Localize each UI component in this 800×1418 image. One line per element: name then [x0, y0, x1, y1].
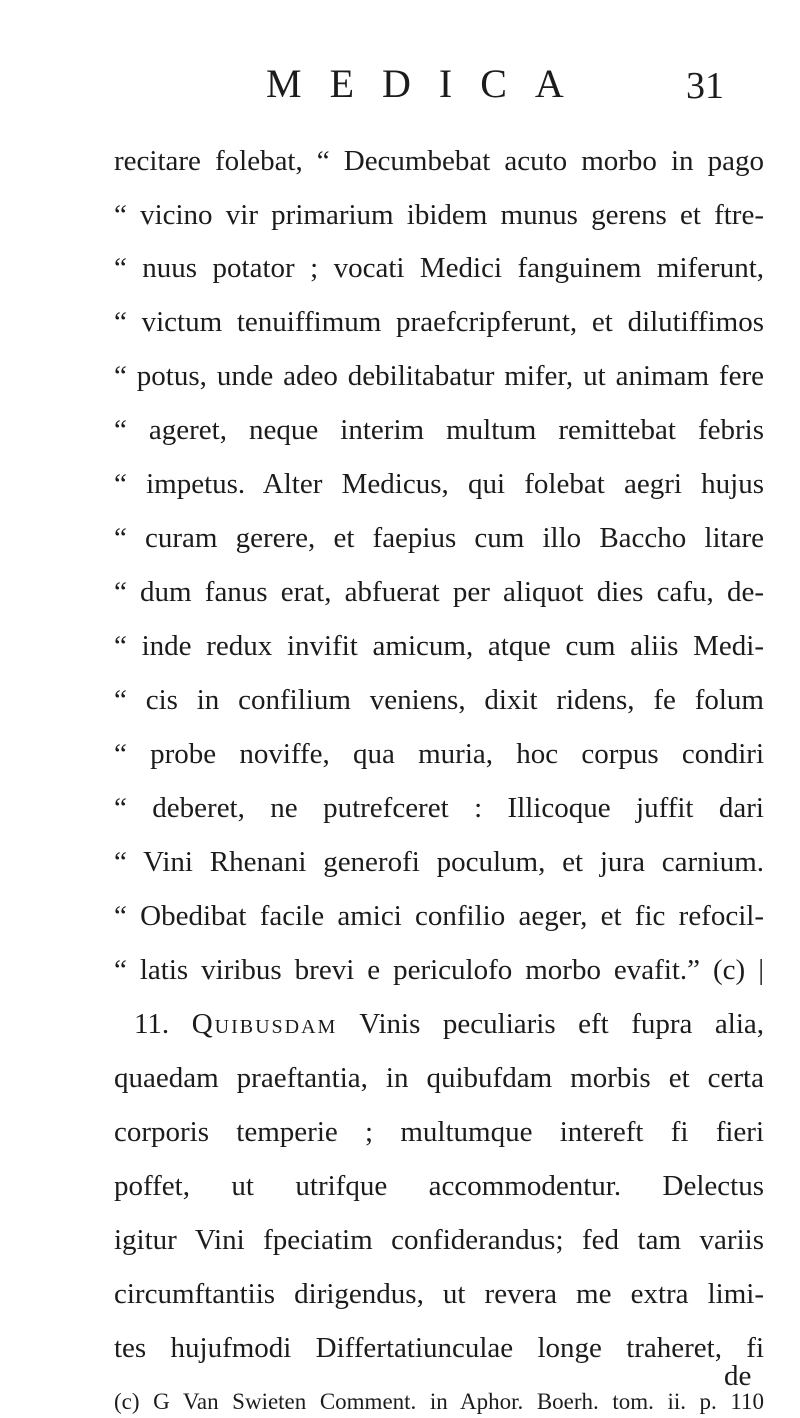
text-line: “ latis viribus brevi e periculofo morbo evafit.” (c) | [114, 954, 764, 986]
text-line: tes hujufmodi Differtatiunculae longe traheret, fi [114, 1332, 764, 1364]
text-line: “ impetus. Alter Medicus, qui folebat aegri hujus [114, 468, 764, 500]
text-line: “ nuus potator ; vocati Medici fanguinem miferunt, [114, 252, 764, 284]
text-line: “ dum fanus erat, abfuerat per aliquot dies cafu, de- [114, 576, 764, 608]
text-line: igitur Vini fpeciatim confiderandus; fed tam variis [114, 1224, 764, 1256]
text-line: poffet, ut utrifque accommodentur. Delectus [114, 1170, 764, 1202]
text-line: “ inde redux invifit amicum, atque cum aliis Medi- [114, 630, 764, 662]
catchword: de [724, 1360, 752, 1392]
section-first-line-text: Vinis peculiaris eft fupra alia, [359, 1008, 764, 1040]
text-line: circumftantiis dirigendus, ut revera me extra limi- [114, 1278, 764, 1310]
text-line: “ victum tenuiffimum praefcripferunt, et dilutiffimos [114, 306, 764, 338]
running-title: MEDICA [266, 61, 592, 106]
text-line: “ Obedibat facile amici confilio aeger, et fic refocil- [114, 900, 764, 932]
page-number: 31 [686, 65, 724, 107]
text-line: “ probe noviffe, qua muria, hoc corpus condiri [114, 738, 764, 770]
text-line: corporis temperie ; multumque intereft fi fieri [114, 1116, 764, 1148]
text-line: “ deberet, ne putrefceret : Illicoque juffit dari [114, 792, 764, 824]
text-line: “ vicino vir primarium ibidem munus gerens et ftre- [114, 199, 764, 231]
text-line: “ cis in confilium veniens, dixit ridens, fe folum [114, 684, 764, 716]
text-line: quaedam praeftantia, in quibufdam morbis et certa [114, 1062, 764, 1094]
text-line: “ Vini Rhenani generofi poculum, et jura carnium. [114, 846, 764, 878]
section-number: 11. [134, 1008, 170, 1040]
text-line: “ ageret, neque interim multum remittebat febris [114, 414, 764, 446]
footnote: (c) G Van Swieten Comment. in Aphor. Boerh. tom. ii. p. 110 [114, 1389, 764, 1414]
text-line: recitare folebat, “ Decumbebat acuto morbo in pago [114, 145, 764, 177]
text-line: “ potus, unde adeo debilitabatur mifer, ut animam fere [114, 360, 764, 392]
section-first-line [134, 1004, 764, 1044]
text-line: “ curam gerere, et faepius cum illo Baccho litare [114, 522, 764, 554]
section-lead-word: Quibusdam [191, 1008, 338, 1040]
